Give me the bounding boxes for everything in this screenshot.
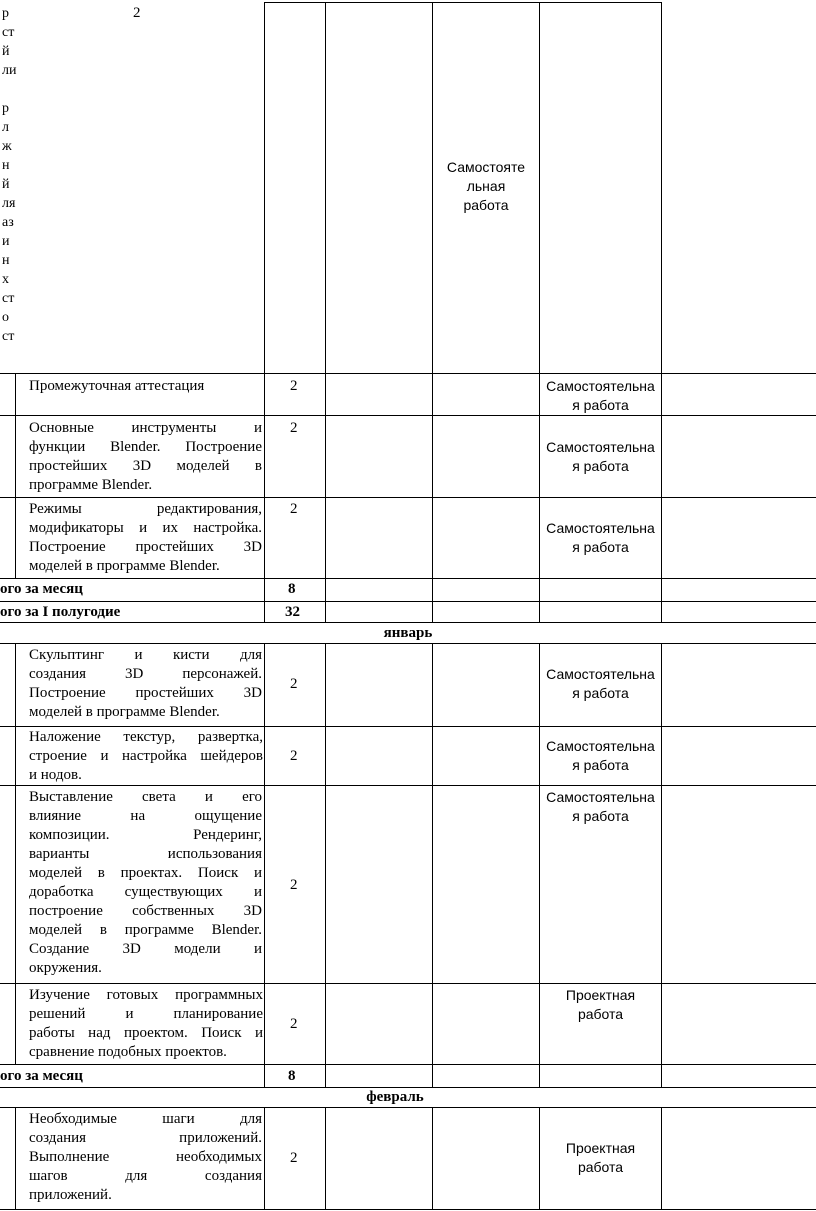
total-half-label: ого за I полугодие (0, 604, 121, 620)
topic-line: строение и настройка шейдеров (29, 748, 263, 764)
total-month-hours: 8 (288, 581, 296, 597)
topic-line: Наложение текстур, развертка, (29, 729, 263, 745)
topic-line: Построение простейших 3D (29, 539, 262, 555)
table-row-form (539, 788, 662, 826)
left-fragment-text: и (2, 234, 10, 249)
topic-line: доработка существующих и (29, 884, 262, 900)
total-month-label: ого за месяц (0, 1068, 83, 1084)
form-line: я работа (572, 539, 629, 555)
left-fragment-text: р (2, 101, 9, 116)
left-fragment-text: ст (2, 329, 15, 344)
topic-line: Основные инструменты и (29, 420, 262, 436)
topic-line: функции Blender. Построение (29, 439, 262, 455)
table-row-topic: Промежуточная аттестация (29, 378, 205, 394)
table-row-topic (29, 986, 263, 1062)
table-row-form (539, 519, 662, 557)
table-row-topic (29, 500, 262, 576)
left-fragment-text: й (2, 44, 10, 59)
topic-line: моделей в программе Blender. (29, 558, 220, 574)
left-fragment-text: х (2, 272, 9, 287)
topic-line: простейших 3D моделей в (29, 458, 262, 474)
top-form-line: Самостояте (446, 159, 526, 175)
form-line: работа (577, 1006, 624, 1022)
form-line: Самостоятельна (546, 378, 655, 394)
left-fragment-text: н (2, 253, 10, 268)
topic-line: работы над проектом. Поиск и (29, 1025, 263, 1041)
table-row-hours: 2 (290, 1150, 298, 1166)
top-form-line: льная (466, 178, 506, 194)
total-half-hours: 32 (285, 604, 300, 620)
topic-line: моделей в проектах. Поиск и (29, 865, 262, 881)
topic-line: композиции. Рендеринг, (29, 827, 262, 843)
table-row-hours: 2 (290, 676, 298, 692)
form-line: Проектная (565, 1140, 636, 1156)
left-fragment-text: ли (2, 63, 17, 78)
total-month-label: ого за месяц (0, 581, 83, 597)
topic-line: построение собственных 3D (29, 903, 262, 919)
form-line: Самостоятельна (546, 520, 655, 536)
table-row-form (539, 665, 662, 703)
left-fragment-text: ж (2, 139, 12, 154)
table-row-form (539, 438, 662, 476)
topic-line: приложений. (29, 1187, 112, 1203)
table-row-form (539, 737, 662, 775)
topic-line: создания приложений. (29, 1130, 262, 1146)
form-line: я работа (572, 458, 629, 474)
topic-line: программе Blender. (29, 477, 153, 493)
form-line: я работа (572, 397, 629, 413)
table-row-hours: 2 (290, 748, 298, 764)
top-form (432, 158, 540, 215)
form-line: я работа (572, 757, 629, 773)
topic-line: шагов для создания (29, 1168, 262, 1184)
top-form-line: работа (463, 197, 509, 213)
topic-line: модификаторы и их настройка. (29, 520, 262, 536)
table-row-hours: 2 (290, 378, 298, 394)
left-fragment-text: н (2, 158, 10, 173)
topic-line: Режимы редактирования, (29, 501, 262, 517)
topic-line: моделей в программе Blender. (29, 922, 262, 938)
month-header-january: январь (383, 625, 433, 641)
topic-line: сравнение подобных проектов. (29, 1044, 227, 1060)
left-fragment-text: ля (2, 196, 16, 211)
form-line: я работа (572, 685, 629, 701)
table-row-topic (29, 788, 262, 978)
topic-line: варианты использования (29, 846, 262, 862)
left-fragment-text: аз (2, 215, 14, 230)
form-line: я работа (572, 808, 629, 824)
left-fragment-text: о (2, 310, 9, 325)
table-row-form (539, 377, 662, 415)
table-row-form (539, 1139, 662, 1177)
topic-line: Необходимые шаги для (29, 1111, 262, 1127)
top-hours: 2 (133, 5, 141, 21)
left-fragment-text: л (2, 120, 9, 135)
form-line: Самостоятельна (546, 666, 655, 682)
topic-line: влияние на ощущение (29, 808, 262, 824)
topic-line: решений и планирование (29, 1006, 263, 1022)
form-line: работа (577, 1159, 624, 1175)
table-row-form (539, 986, 662, 1024)
left-fragment-text: й (2, 177, 10, 192)
topic-line: создания 3D персонажей. (29, 666, 262, 682)
topic-line: Выставление света и его (29, 789, 262, 805)
topic-line: Выполнение необходимых (29, 1149, 262, 1165)
total-month-hours: 8 (288, 1068, 296, 1084)
topic-line: Создание 3D модели и (29, 941, 262, 957)
form-line: Проектная (565, 987, 636, 1003)
topic-line: моделей в программе Blender. (29, 704, 220, 720)
table-row-hours: 2 (290, 1016, 298, 1032)
left-fragment-text: ст (2, 25, 15, 40)
table-row-hours: 2 (290, 877, 298, 893)
topic-line: окружения. (29, 960, 102, 976)
table-row-topic (29, 1110, 262, 1205)
form-line: Самостоятельна (546, 439, 655, 455)
table-row-topic (29, 419, 262, 495)
topic-line: Построение простейших 3D (29, 685, 262, 701)
month-header-february: февраль (366, 1089, 424, 1105)
left-fragment-text: ст (2, 291, 15, 306)
topic-line: Изучение готовых программных (29, 987, 263, 1003)
table-row-topic (29, 646, 262, 722)
table-row-hours: 2 (290, 420, 298, 436)
table-row-hours: 2 (290, 501, 298, 517)
topic-line: Скульптинг и кисти для (29, 647, 262, 663)
form-line: Самостоятельна (546, 789, 655, 805)
table-row-topic (29, 728, 263, 785)
left-fragment-text: р (2, 6, 9, 21)
topic-line: и нодов. (29, 767, 82, 783)
form-line: Самостоятельна (546, 738, 655, 754)
